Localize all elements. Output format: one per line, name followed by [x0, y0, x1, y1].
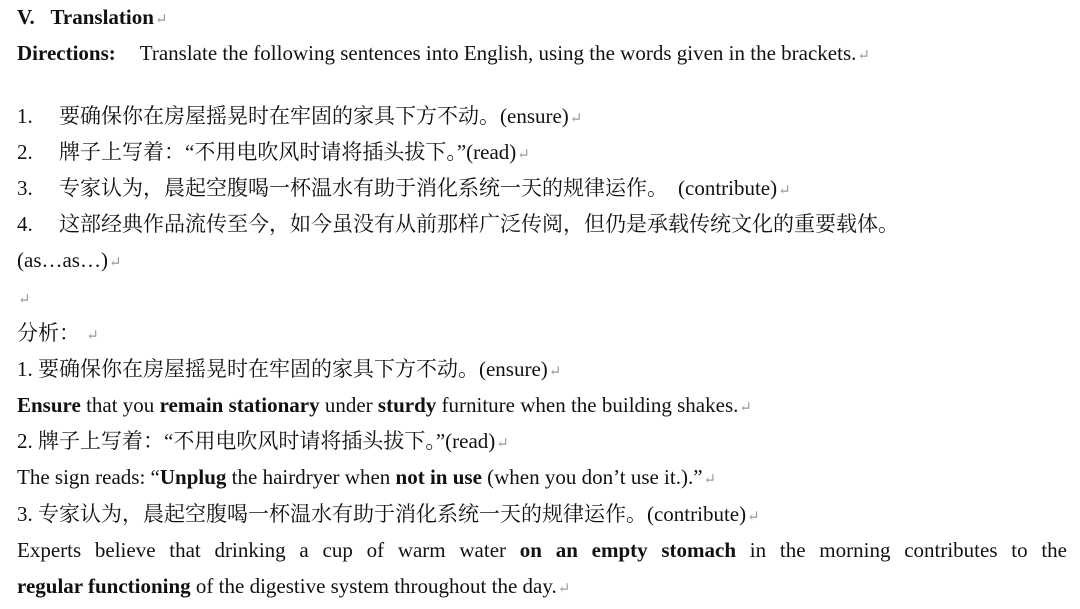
question-2	[17, 139, 1080, 175]
question-1	[17, 103, 1080, 139]
text-run: furniture when the building shakes.	[436, 393, 739, 418]
bold-phrase: on an empty stomach	[519, 537, 737, 562]
analysis-heading	[17, 320, 1080, 356]
paragraph-mark-icon: ↵	[86, 327, 99, 344]
paragraph-mark-icon: ↵	[778, 182, 791, 199]
question-number: 2.	[17, 139, 33, 164]
section-title	[17, 4, 1080, 40]
analysis-question-text: 1. 要确保你在房屋摇晃时在牢固的家具下方不动。(ensure)	[17, 356, 548, 381]
section-number: V.	[17, 5, 35, 29]
question-chinese: 专家认为，晨起空腹喝一杯温水有助于消化系统一天的规律运作。	[59, 175, 668, 200]
analysis-label: 分析：	[17, 320, 80, 345]
question-chinese: 要确保你在房屋摇晃时在牢固的家具下方不动。	[59, 103, 500, 128]
paragraph-mark-icon: ↵	[857, 48, 870, 65]
answer-text	[17, 538, 1067, 562]
bold-phrase: not in use	[395, 465, 482, 490]
text-run: of the digestive system throughout the day.	[190, 574, 557, 598]
bold-phrase: regular functioning	[17, 574, 191, 598]
analysis-answer-1	[17, 392, 1080, 428]
analysis-answer-3-line-2	[17, 573, 1080, 609]
text-run: (when you don’t use it.).”	[481, 465, 703, 490]
text-run: under	[319, 393, 378, 418]
question-number: 3.	[17, 175, 33, 200]
text-run: The sign reads: “	[17, 465, 160, 490]
paragraph-mark-icon: ↵	[517, 146, 530, 163]
analysis-question-3	[17, 501, 1080, 537]
bold-phrase: Unplug	[159, 465, 227, 490]
paragraph-mark-icon: ↵	[747, 508, 760, 525]
directions	[17, 40, 1080, 76]
analysis-answer-3-line-1	[17, 537, 1067, 573]
text-run: in the morning contributes to the	[736, 537, 1068, 562]
paragraph-mark-icon: ↵	[18, 291, 31, 308]
analysis-answer-2	[17, 464, 1080, 500]
text-run: Experts believe that drinking a cup of warm water	[17, 537, 520, 562]
question-chinese: 这部经典作品流传至今，如今虽没有从前那样广泛传阅，但仍是承载传统文化的重要载体。	[59, 212, 899, 237]
analysis-question-text: 2. 牌子上写着：“不用电吹风时请将插头拔下。”(read)	[17, 429, 496, 454]
answer-text	[17, 465, 703, 489]
question-number: 4.	[17, 212, 33, 237]
analysis-question-2	[17, 428, 1080, 464]
paragraph-mark-icon: ↵	[108, 255, 122, 272]
question-hint: (read)	[466, 139, 517, 164]
paragraph-mark-icon: ↵	[496, 436, 509, 453]
analysis-question-1	[17, 356, 1080, 392]
paragraph-mark-icon: ↵	[739, 400, 752, 417]
question-3	[17, 175, 1080, 211]
question-hint: (contribute)	[678, 175, 778, 200]
answer-text	[17, 574, 557, 598]
bold-phrase: remain stationary	[159, 393, 320, 418]
directions-label: Directions:	[17, 41, 116, 66]
paragraph-mark-icon: ↵	[703, 472, 717, 489]
question-chinese: 牌子上写着：“不用电吹风时请将插头拔下。”	[59, 139, 467, 164]
paragraph-mark-icon: ↵	[557, 581, 571, 597]
section-heading: Translation	[50, 5, 154, 29]
bold-phrase: Ensure	[17, 393, 81, 418]
question-hint: (ensure)	[500, 103, 569, 128]
paragraph-mark-icon: ↵	[569, 110, 583, 127]
answer-text	[17, 393, 738, 417]
text-run: that you	[80, 393, 160, 418]
paragraph-mark-icon: ↵	[548, 363, 562, 380]
bold-phrase: sturdy	[377, 393, 437, 418]
question-hint: (as…as…)	[17, 248, 108, 273]
question-4	[17, 211, 1080, 247]
paragraph-mark-icon: ↵	[154, 12, 168, 28]
empty-paragraph	[17, 284, 1080, 320]
question-number: 1.	[17, 103, 33, 128]
question-4-hint-line	[17, 247, 1080, 283]
analysis-question-text: 3. 专家认为，晨起空腹喝一杯温水有助于消化系统一天的规律运作。(contribute)	[17, 501, 747, 526]
directions-text: Translate the following sentences into English, using the words given in the brackets.	[139, 41, 857, 66]
text-run: the hairdryer when	[226, 465, 396, 490]
